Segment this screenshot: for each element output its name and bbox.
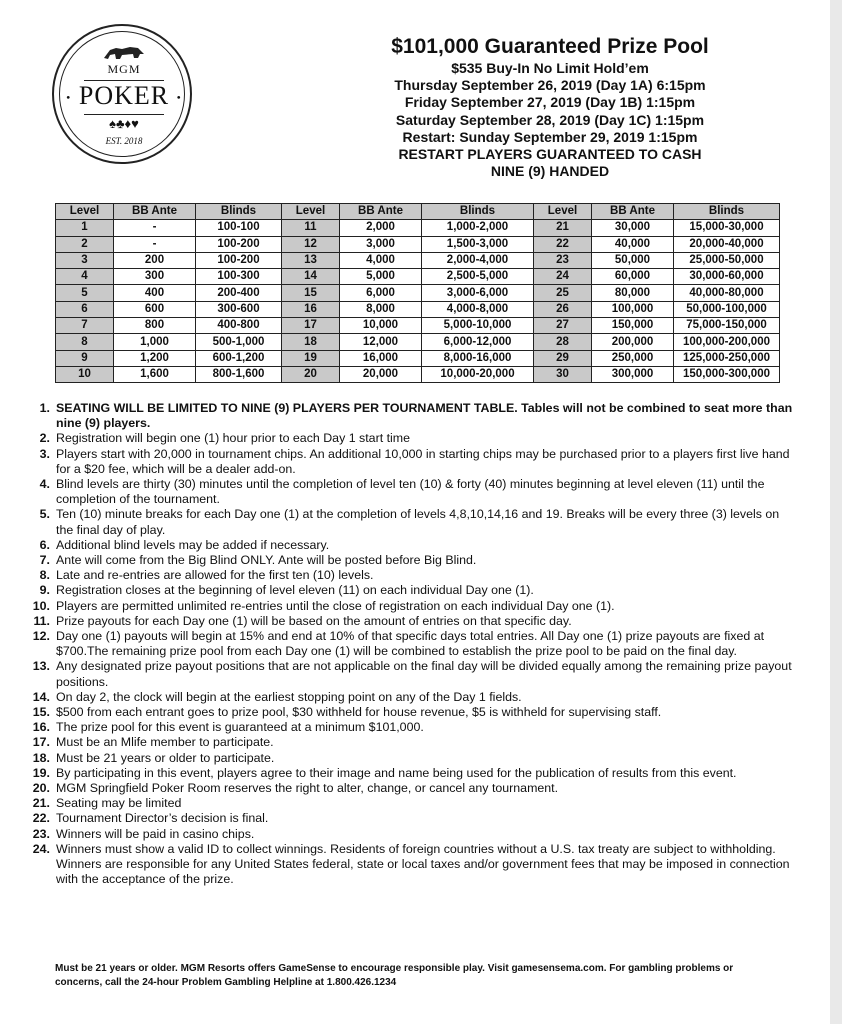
card-suits-icon: ♠♣♦♥ <box>109 116 139 131</box>
level-cell: 1 <box>56 220 114 236</box>
rule-text: Ante will come from the Big Blind ONLY. Ante will be posted before Big Blind. <box>56 553 477 568</box>
logo-dot-right-icon: • <box>176 90 182 105</box>
rule-item <box>26 538 796 553</box>
rule-item <box>26 705 796 720</box>
level-cell: 16 <box>282 301 340 317</box>
blinds-cell: 3,000-6,000 <box>422 285 534 301</box>
table-row <box>56 285 780 301</box>
column-header: Level <box>282 204 340 220</box>
column-header: BB Ante <box>340 204 422 220</box>
blinds-cell: 5,000-10,000 <box>422 318 534 334</box>
level-cell: 24 <box>534 269 592 285</box>
bb-ante-cell: 5,000 <box>340 269 422 285</box>
rule-text: Winners will be paid in casino chips. <box>56 826 255 841</box>
rule-text: Any designated prize payout positions that are not applicable on the final day will be divided equally among the remaining prize payout positions. <box>56 659 792 689</box>
rule-text: Must be 21 years or older to participate. <box>56 750 275 765</box>
table-row <box>56 318 780 334</box>
rule-number: 22. <box>32 811 50 826</box>
blinds-cell: 300-600 <box>196 301 282 317</box>
table-row <box>56 366 780 382</box>
rule-number: 5. <box>39 507 50 522</box>
rule-text: Ten (10) minute breaks for each Day one (1) at the completion of levels 4,8,10,14,16 and 19. Breaks will be every three (3) levels on the final day of play. <box>56 507 780 537</box>
rule-item <box>26 447 796 477</box>
bb-ante-cell: 1,200 <box>114 350 196 366</box>
level-cell: 9 <box>56 350 114 366</box>
level-cell: 25 <box>534 285 592 301</box>
column-header: Blinds <box>196 204 282 220</box>
header-line: Friday September 27, 2019 (Day 1B) 1:15pm <box>404 94 696 111</box>
blinds-cell: 200-400 <box>196 285 282 301</box>
rule-item <box>26 751 796 766</box>
page-edge <box>830 0 842 1024</box>
rule-text: On day 2, the clock will begin at the earliest stopping point on any of the Day 1 fields. <box>56 689 522 704</box>
blinds-cell: 800-1,600 <box>196 366 282 382</box>
bb-ante-cell: 2,000 <box>340 220 422 236</box>
blinds-cell: 40,000-80,000 <box>674 285 780 301</box>
bb-ante-cell: 300 <box>114 269 196 285</box>
blinds-cell: 4,000-8,000 <box>422 301 534 317</box>
bb-ante-cell: 1,000 <box>114 334 196 350</box>
rule-item <box>26 659 796 689</box>
level-cell: 20 <box>282 366 340 382</box>
rule-item <box>26 735 796 750</box>
column-header: Level <box>56 204 114 220</box>
table-row <box>56 252 780 268</box>
bb-ante-cell: 50,000 <box>592 252 674 268</box>
level-cell: 4 <box>56 269 114 285</box>
column-header: BB Ante <box>114 204 196 220</box>
rule-item <box>26 507 796 537</box>
bb-ante-cell: 6,000 <box>340 285 422 301</box>
bb-ante-cell: - <box>114 220 196 236</box>
bb-ante-cell: 1,600 <box>114 366 196 382</box>
rule-item <box>26 599 796 614</box>
rule-number: 12. <box>32 629 50 644</box>
level-cell: 22 <box>534 236 592 252</box>
rule-item <box>26 842 796 888</box>
header-line: RESTART PLAYERS GUARANTEED TO CASH <box>398 146 702 163</box>
rule-number: 17. <box>32 735 50 750</box>
logo-name <box>54 81 194 111</box>
level-cell: 27 <box>534 318 592 334</box>
blinds-cell: 100-300 <box>196 269 282 285</box>
logo-dot-left-icon: • <box>66 90 72 105</box>
bb-ante-cell: 3,000 <box>340 236 422 252</box>
bb-ante-cell: 40,000 <box>592 236 674 252</box>
blinds-cell: 2,000-4,000 <box>422 252 534 268</box>
level-cell: 21 <box>534 220 592 236</box>
event-title: $101,000 Guaranteed Prize Pool <box>391 35 709 58</box>
blinds-cell: 50,000-100,000 <box>674 301 780 317</box>
level-cell: 28 <box>534 334 592 350</box>
rule-text: Late and re-entries are allowed for the first ten (10) levels. <box>56 568 374 583</box>
rule-text: Winners must show a valid ID to collect winnings. Residents of foreign countries without a U.S. tax treaty are subject to withholding. Winners are responsible for any United States federal, state or local taxes and/or government fees that may be imposed in connection with the acceptance of the prize. <box>56 841 790 887</box>
rule-number: 18. <box>32 750 50 765</box>
rule-number: 6. <box>39 537 50 552</box>
blinds-cell: 1,000-2,000 <box>422 220 534 236</box>
level-cell: 15 <box>282 285 340 301</box>
mgm-poker-logo <box>52 24 192 164</box>
rule-item <box>26 811 796 826</box>
rule-number: 19. <box>32 765 50 780</box>
rule-item <box>26 720 796 735</box>
rule-item <box>26 568 796 583</box>
level-cell: 29 <box>534 350 592 366</box>
blinds-cell: 100,000-200,000 <box>674 334 780 350</box>
level-cell: 8 <box>56 334 114 350</box>
level-cell: 17 <box>282 318 340 334</box>
table-row <box>56 301 780 317</box>
level-cell: 30 <box>534 366 592 382</box>
level-cell: 18 <box>282 334 340 350</box>
level-cell: 13 <box>282 252 340 268</box>
bb-ante-cell: 150,000 <box>592 318 674 334</box>
table-body <box>56 220 780 383</box>
blinds-cell: 500-1,000 <box>196 334 282 350</box>
bb-ante-cell: 4,000 <box>340 252 422 268</box>
rule-number: 16. <box>32 720 50 735</box>
level-cell: 26 <box>534 301 592 317</box>
level-cell: 10 <box>56 366 114 382</box>
blinds-cell: 30,000-60,000 <box>674 269 780 285</box>
blinds-cell: 1,500-3,000 <box>422 236 534 252</box>
rule-number: 14. <box>32 689 50 704</box>
rule-item <box>26 401 796 431</box>
bb-ante-cell: 16,000 <box>340 350 422 366</box>
level-cell: 7 <box>56 318 114 334</box>
blinds-cell: 400-800 <box>196 318 282 334</box>
rule-item <box>26 690 796 705</box>
rule-text: Players start with 20,000 in tournament chips. An additional 10,000 in starting chips may be purchased prior to a players first live hand for a $20 fee, which will be a dealer add-on. <box>56 446 790 476</box>
bb-ante-cell: 300,000 <box>592 366 674 382</box>
bb-ante-cell: 600 <box>114 301 196 317</box>
blinds-cell: 20,000-40,000 <box>674 236 780 252</box>
logo-rule-bottom <box>84 114 164 115</box>
rule-number: 13. <box>32 659 50 674</box>
rule-text: SEATING WILL BE LIMITED TO NINE (9) PLAYERS PER TOURNAMENT TABLE. Tables will not be combined to seat more than nine (9) players. <box>56 401 793 431</box>
bb-ante-cell: 8,000 <box>340 301 422 317</box>
rule-number: 3. <box>39 446 50 461</box>
rule-number: 21. <box>32 796 50 811</box>
blinds-cell: 75,000-150,000 <box>674 318 780 334</box>
rule-text: $500 from each entrant goes to prize pool, $30 withheld for house revenue, $5 is withheld for supervising staff. <box>56 705 662 720</box>
lion-icon <box>100 42 148 62</box>
rule-text: Registration closes at the beginning of level eleven (11) on each individual Day one (1). <box>56 583 534 598</box>
rule-number: 2. <box>39 431 50 446</box>
blinds-cell: 600-1,200 <box>196 350 282 366</box>
rule-text: Day one (1) payouts will begin at 15% and end at 10% of that specific days total entries. All Day one (1) prize payouts are fixed at $700.The remaining prize pool from each Day one (1) will be combined to establish the prize pool to be paid on the final day. <box>56 629 765 659</box>
column-header: Blinds <box>422 204 534 220</box>
table-row <box>56 269 780 285</box>
blind-structure-table <box>55 203 780 383</box>
rule-number: 11. <box>33 613 50 628</box>
rule-text: Additional blind levels may be added if necessary. <box>56 537 330 552</box>
rule-item <box>26 553 796 568</box>
blinds-cell: 25,000-50,000 <box>674 252 780 268</box>
rule-item <box>26 614 796 629</box>
rule-text: Players are permitted unlimited re-entries until the close of registration on each individual Day one (1). <box>56 598 615 613</box>
rule-number: 9. <box>39 583 50 598</box>
table-row <box>56 350 780 366</box>
header-line: $535 Buy-In No Limit Hold’em <box>451 60 649 76</box>
rule-item <box>26 583 796 598</box>
blinds-cell: 10,000-20,000 <box>422 366 534 382</box>
level-cell: 14 <box>282 269 340 285</box>
rule-item <box>26 781 796 796</box>
logo-established: EST. 2018 <box>105 136 143 146</box>
rule-text: Prize payouts for each Day one (1) will be based on the amount of entries on that specific day. <box>56 613 572 628</box>
blinds-cell: 125,000-250,000 <box>674 350 780 366</box>
level-cell: 2 <box>56 236 114 252</box>
bb-ante-cell: 200,000 <box>592 334 674 350</box>
bb-ante-cell: 800 <box>114 318 196 334</box>
rule-number: 4. <box>39 477 50 492</box>
level-cell: 19 <box>282 350 340 366</box>
tournament-rules-list <box>26 401 796 888</box>
bb-ante-cell: 30,000 <box>592 220 674 236</box>
table-row <box>56 236 780 252</box>
bb-ante-cell: 60,000 <box>592 269 674 285</box>
rule-number: 24. <box>32 841 50 856</box>
rule-number: 15. <box>32 705 50 720</box>
level-cell: 12 <box>282 236 340 252</box>
level-cell: 6 <box>56 301 114 317</box>
blinds-cell: 2,500-5,000 <box>422 269 534 285</box>
rule-item <box>26 629 796 659</box>
rule-text: MGM Springfield Poker Room reserves the right to alter, change, or cancel any tournament. <box>56 781 559 796</box>
rule-text: Seating may be limited <box>56 796 182 811</box>
bb-ante-cell: 250,000 <box>592 350 674 366</box>
blinds-cell: 100-200 <box>196 236 282 252</box>
rule-number: 20. <box>32 781 50 796</box>
bb-ante-cell: 200 <box>114 252 196 268</box>
rule-number: 10. <box>32 598 50 613</box>
rule-item <box>26 477 796 507</box>
blinds-cell: 6,000-12,000 <box>422 334 534 350</box>
table-row <box>56 220 780 236</box>
logo-name-text: POKER <box>78 81 170 110</box>
bb-ante-cell: 80,000 <box>592 285 674 301</box>
bb-ante-cell: - <box>114 236 196 252</box>
bb-ante-cell: 12,000 <box>340 334 422 350</box>
rule-item <box>26 431 796 446</box>
rule-number: 8. <box>39 568 50 583</box>
header-line: Restart: Sunday September 29, 2019 1:15pm <box>402 128 698 145</box>
table-row <box>56 334 780 350</box>
blinds-cell: 150,000-300,000 <box>674 366 780 382</box>
rule-text: Blind levels are thirty (30) minutes until the completion of level ten (10) & forty (40) minutes beginning at level eleven (11) until the completion of the tournament. <box>56 477 765 507</box>
blinds-cell: 100-100 <box>196 220 282 236</box>
blinds-cell: 15,000-30,000 <box>674 220 780 236</box>
rule-text: Must be an Mlife member to participate. <box>56 735 274 750</box>
rule-item <box>26 827 796 842</box>
level-cell: 23 <box>534 252 592 268</box>
column-header: Level <box>534 204 592 220</box>
blinds-cell: 100-200 <box>196 252 282 268</box>
table-header-row <box>56 204 780 220</box>
rule-number: 1. <box>39 401 50 415</box>
header-line: Thursday September 26, 2019 (Day 1A) 6:15pm <box>394 77 706 94</box>
blinds-cell: 8,000-16,000 <box>422 350 534 366</box>
level-cell: 5 <box>56 285 114 301</box>
rule-text: Tournament Director’s decision is final. <box>56 811 269 826</box>
rule-text: The prize pool for this event is guaranteed at a minimum $101,000. <box>56 720 424 735</box>
header-line: NINE (9) HANDED <box>490 163 610 180</box>
level-cell: 11 <box>282 220 340 236</box>
rule-number: 23. <box>32 826 50 841</box>
bb-ante-cell: 100,000 <box>592 301 674 317</box>
event-header <box>300 34 800 180</box>
header-line: Saturday September 28, 2019 (Day 1C) 1:15pm <box>395 111 705 128</box>
bb-ante-cell: 20,000 <box>340 366 422 382</box>
logo-brand: MGM <box>107 62 141 76</box>
bb-ante-cell: 400 <box>114 285 196 301</box>
rule-number: 7. <box>39 553 50 568</box>
rule-text: Registration will begin one (1) hour prior to each Day 1 start time <box>56 431 410 446</box>
bb-ante-cell: 10,000 <box>340 318 422 334</box>
responsible-gambling-footer: Must be 21 years or older. MGM Resorts offers GameSense to encourage responsible play. Visit gamesensema.com. For gambling problems or concerns, call the 24-hour Problem Gambling Helpline at 1.800.426.1234 <box>55 963 734 988</box>
rule-item <box>26 796 796 811</box>
rule-text: By participating in this event, players agree to their image and name being used for the publication of results from this event. <box>56 765 737 780</box>
column-header: BB Ante <box>592 204 674 220</box>
level-cell: 3 <box>56 252 114 268</box>
rule-item <box>26 766 796 781</box>
column-header: Blinds <box>674 204 780 220</box>
